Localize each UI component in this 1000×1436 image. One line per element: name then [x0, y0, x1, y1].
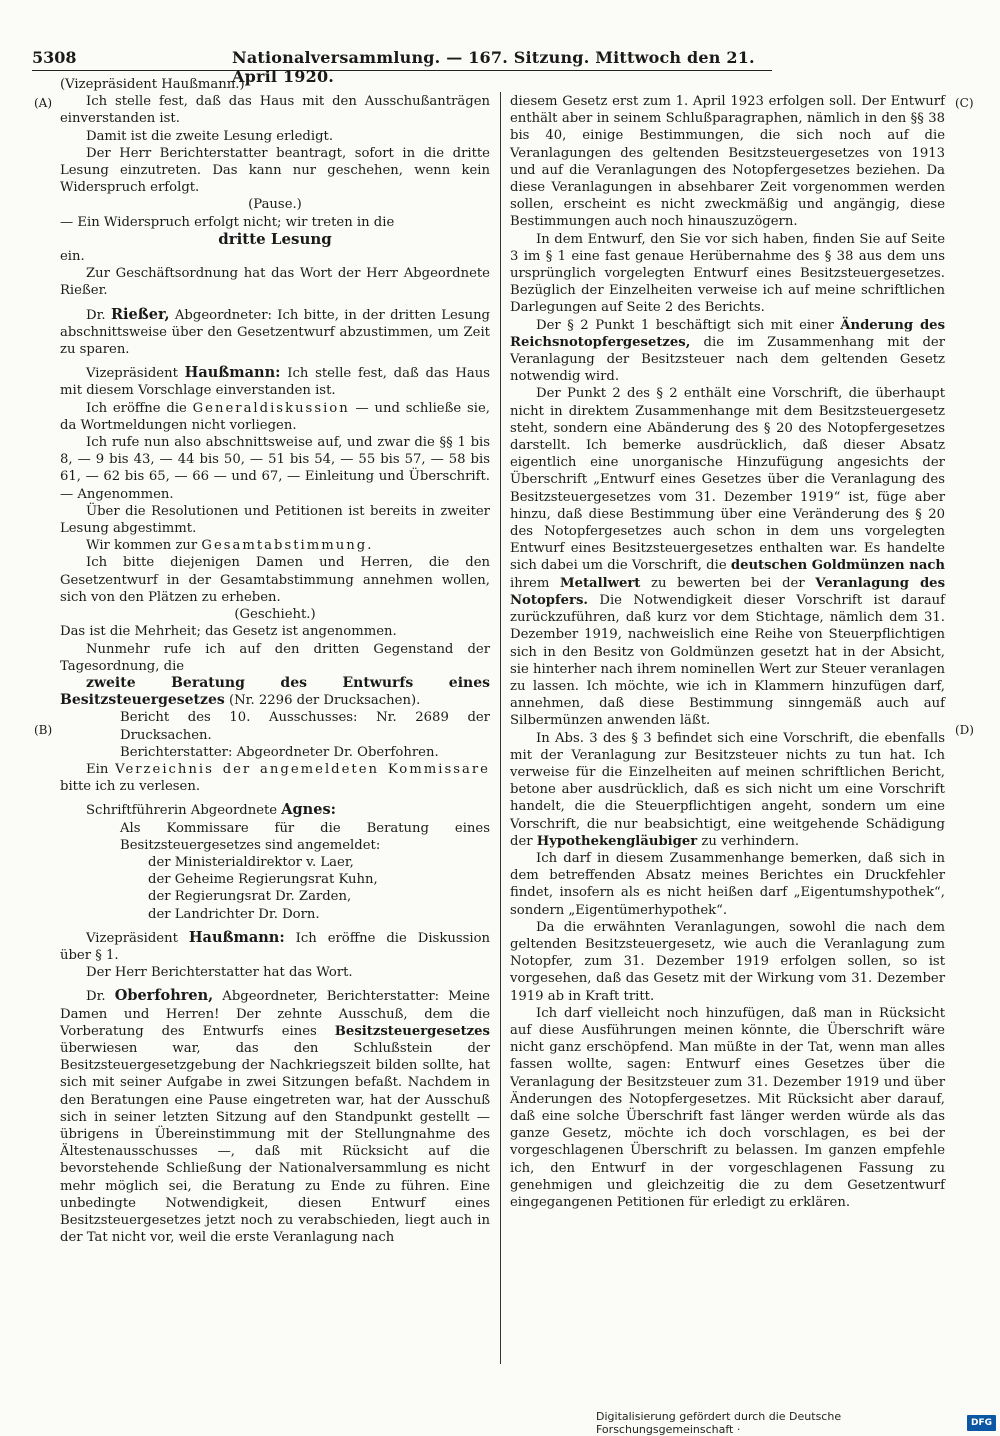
paragraph: Der Herr Berichterstatter hat das Wort.: [86, 965, 353, 981]
speech-paragraph: [60, 801, 490, 819]
page-number: 5308: [32, 48, 77, 67]
bold-term: Änderung des Reichsnotopfergesetzes,: [510, 317, 945, 350]
paragraph: Ich bitte diejenigen Damen und Herren, die den Gesetzentwurf in der Gesamtabstimmung annehmen wollen, sich von den Plätzen zu erheben.: [60, 555, 490, 605]
paragraph: [510, 317, 945, 386]
speaker-title: Vizepräsident: [86, 366, 185, 382]
paragraph: Als Kommissare für die Beratung eines Besitzsteuergesetzes sind angemeldet:: [120, 820, 490, 853]
speaker-title: Dr.: [86, 989, 115, 1005]
paragraph: ein.: [60, 249, 85, 265]
paragraph: Nunmehr rufe ich auf den dritten Gegenstand der Tagesordnung, die: [60, 641, 490, 674]
text: Ein: [86, 761, 116, 777]
paragraph: Ich rufe nun also abschnittsweise auf, und zwar die §§ 1 bis 8, — 9 bis 43, — 44 bis 50, — 51 bis 54, — 55 bis 57, — 58 bis 61, — 62 bis 65, — 66 — und 67, — Einleitung und Überschrift. — Angenommen.: [60, 435, 490, 502]
list-item: der Ministerialdirektor v. Laer,: [148, 854, 354, 870]
text: zu bewerten bei der: [640, 575, 816, 591]
paragraph: Bericht des 10. Ausschusses: Nr. 2689 der Drucksachen.: [120, 710, 490, 743]
speaker-name: Haußmann:: [184, 364, 281, 382]
running-title: Nationalversammlung. — 167. Sitzung. Mittwoch den 21. April 1920.: [232, 48, 755, 86]
text: Ich eröffne die: [86, 400, 193, 416]
text: In Abs. 3 des § 3 befindet sich eine Vorschrift, die ebenfalls mit der Veranlagung zur Besitzsteuer nichts zu tun hat. Ich verweise für die Einzelheiten auf meinen schriftlichen Bericht, betone aber ausdrücklich, daß es sich nicht um eine Vorschrift handelt, die die Steuerpflichtigen angeht, sondern um eine Vorschrift, die nur beabsichtigt, eine weitgehende Schädigung der: [510, 730, 945, 849]
right-column: [510, 76, 945, 1211]
paragraph: — Ein Widerspruch erfolgt nicht; wir treten in die: [60, 214, 395, 230]
text: bitte ich zu verlesen.: [60, 779, 201, 795]
margin-mark-a: (A): [34, 96, 53, 110]
speaker-name: Oberfohren,: [114, 987, 214, 1005]
speech-text: Abgeordneter: Ich bitte, in der dritten Lesung abschnittsweise über den Gesetzentwurf abzustimmen, um Zeit zu sparen.: [60, 307, 490, 358]
agenda-title: zweite Beratung des Entwurfs eines Besitzsteuergesetzes: [60, 674, 490, 709]
paragraph: diesem Gesetz erst zum 1. April 1923 erfolgen soll. Der Entwurf enthält aber in seinem Schlußparagraphen, nämlich in den §§ 38 bis 40, einige Bestimmungen, die sich noch auf die Veranlagungen des geltenden Besitzsteuergesetzes von 1913 und auf die Veranlagungen des Notopfergesetzes beziehen. Da diese Veranlagungen in absehbarer Zeit vorgenommen werden sollen, erscheint es nicht zweckmäßig und angängig, diese Bestimmungen auch noch hinauszuzögern.: [510, 94, 945, 230]
speaker-name: Rießer,: [110, 305, 170, 323]
text: — und schließe sie, da Wortmeldungen nicht vorliegen.: [60, 400, 490, 433]
column-rule: [500, 92, 501, 1364]
paragraph: Da die erwähnten Veranlagungen, sowohl die nach dem geltenden Besitzsteuergesetz, wie auch die Veranlagung zum Notopfer, zum 31. Dezember 1919 erfolgen sollen, so ist vorgesehen, daß das Gesetz mit der Wirkung vom 31. Dezember 1919 ab in Kraft tritt.: [510, 919, 945, 1004]
spaced-term: Verzeichnis der angemeldeten Kommissare: [115, 761, 490, 777]
list-item: der Regierungsrat Dr. Zarden,: [148, 889, 352, 905]
agenda-item: [60, 675, 490, 709]
speech-paragraph: [60, 364, 490, 399]
paragraph: [60, 537, 490, 554]
speech-paragraph: [60, 987, 490, 1246]
text: Der § 2 Punkt 1 beschäftigt sich mit einer: [536, 317, 841, 333]
text: (Nr. 2296 der Drucksachen).: [224, 693, 421, 709]
speaker-title: Vizepräsident: [86, 930, 189, 946]
speech-text: Ich eröffne die Diskussion über § 1.: [60, 930, 491, 963]
speech-text: Ich stelle fest, daß das Haus mit diesem Vorschlage einverstanden ist.: [60, 366, 490, 399]
speaker-name: Haußmann:: [188, 928, 285, 946]
footer-text: Digitalisierung gefördert durch die Deutsche Forschungsgemeinschaft ·: [596, 1410, 842, 1436]
speech-paragraph: [60, 929, 490, 964]
bold-term: Besitzsteuergesetzes: [334, 1023, 490, 1039]
list-item: der Landrichter Dr. Dorn.: [148, 906, 320, 922]
speaker-name: Agnes:: [281, 801, 336, 819]
margin-mark-b: (B): [34, 723, 53, 737]
paragraph: Das ist die Mehrheit; das Gesetz ist angenommen.: [60, 624, 397, 640]
text: Der Punkt 2 des § 2 enthält eine Vorschrift, die überhaupt nicht in direktem Zusammenhange mit dem Besitzsteuergesetz steht, sondern eine Abänderung des § 20 des Notopfergesetzes darstellt. Ich bemerke ausdrücklich, daß dieser Absatz eigentlich eine unorganische Hinzufügung angesichts der Überschrift „Entwurf eines Gesetzes über die Veranlagung des Besitzsteuergesetzes vom 31. Dezember 1919“ ist, füge aber hinzu, daß diese Bestimmung über eine Veränderung des § 20 des Notopfergesetzes auch schon in dem uns vorgelegten Entwurf eines Besitzsteuergesetzes enthalten war. Es handelte sich dabei um die Vorschrift, die: [510, 386, 945, 574]
paragraph: Zur Geschäftsordnung hat das Wort der Herr Abgeordnete Rießer.: [60, 266, 490, 299]
speech-text: Abgeordneter, Berichterstatter: Meine Damen und Herren! Der zehnte Ausschuß, dem die Vorberatung des Entwurfs eines: [60, 989, 490, 1039]
text: ihrem: [510, 575, 560, 591]
bold-term: Hypothekengläubiger: [536, 833, 698, 849]
paragraph: [60, 761, 490, 795]
speech-text: überwiesen war, das den Schlußstein der Besitzsteuergesetzgebung der Nachkriegszeit bilden sollte, hat sich mit seiner Aufgabe in zwei Sitzungen befaßt. Nachdem in den Beratungen eine Pause eingetreten war, hat der Ausschuß sich in seiner letzten Sitzung auf den Standpunkt gestellt — übrigens in Übereinstimmung mit der Stellungnahme des Ältestenausschusses —, daß mit Rücksicht auf die bevorstehende Schließung der Nationalversammlung es nicht mehr möglich sei, die Beratung zu Ende zu führen. Eine unbedingte Notwendigkeit, diesen Entwurf eines Besitzsteuergesetzes jetzt noch zu verabschieden, liegt auch in der Tat nicht vor, weil die erste Veranlagung nach: [60, 1040, 490, 1246]
bold-term: Veranlagung des Notopfers.: [510, 575, 945, 608]
spaced-term: Generaldiskussion: [192, 400, 350, 416]
paragraph: [60, 400, 490, 434]
paragraph: Über die Resolutionen und Petitionen ist bereits in zweiter Lesung abgestimmt.: [60, 503, 490, 537]
speaker-title: Dr.: [86, 307, 111, 323]
paragraph: [510, 385, 945, 729]
dfg-logo: DFG: [967, 1415, 996, 1431]
paragraph: Ich darf in diesem Zusammenhange bemerken, daß sich in dem betreffenden Absatz meines Berichtes ein Druckfehler findet, insofern als es nicht heißen darf „Eigentumshypothek“, sondern „Eigentümerhypothek“.: [510, 850, 945, 918]
text: Die Notwendigkeit dieser Vorschrift ist darauf zurückzuführen, daß kurz vor dem Stichtage, nämlich dem 31. Dezember 1919, nachweislich eine Reihe von Steuerpflichtigen sich in den Besitz von Goldmünzen gesetzt hat in der Absicht, sie hinterher nach ihrem nominellen Wert zur Steuer veranlagen zu lassen. Ich möchte, wie ich in Klammern hinzufügen darf, annehmen, daß diese Bestimmung sinngemäß auch auf Silbermünzen anwenden läßt.: [510, 592, 945, 729]
paragraph: In dem Entwurf, den Sie vor sich haben, finden Sie auf Seite 3 im § 1 eine fast genaue Herübernahme des § 38 aus dem uns ursprünglich vorgelegten Entwurf eines Besitzsteuergesetzes. Bezüglich der Einzelheiten verweise ich auf meine schriftlichen Darlegungen auf Seite 2 des Berichts.: [510, 231, 945, 316]
stage-direction: (Pause.): [248, 197, 302, 213]
speaker-continuation: (Vizepräsident Haußmann.): [60, 77, 245, 92]
margin-mark-c: (C): [955, 96, 974, 110]
paragraph: Damit ist die zweite Lesung erledigt.: [86, 128, 334, 144]
text: Wir kommen zur: [86, 538, 202, 554]
left-column: [60, 76, 490, 1246]
speech-paragraph: [60, 306, 490, 359]
bold-term: deutschen Goldmünzen nach: [730, 558, 945, 574]
paragraph: Der Herr Berichterstatter beantragt, sofort in die dritte Lesung einzutreten. Das kann nur geschehen, wenn kein Widerspruch erfolgt.: [60, 145, 490, 196]
text: zu verhindern.: [697, 833, 800, 849]
stage-direction: (Geschieht.): [234, 607, 316, 623]
paragraph: Ich darf vielleicht noch hinzufügen, daß man in Rücksicht auf diese Ausführungen meinen könnte, die Überschrift wäre nicht ganz erschöpfend. Man müßte in der Tat, wenn man alles fassen wollte, sagen: Entwurf eines Gesetzes über die Veranlagung der Besitzsteuer zum 31. Dezember 1919 und über Änderungen des Notopfergesetzes. Mit Rücksicht aber darauf, daß eine solche Überschrift fast länger werden würde als das ganze Gesetz, möchte ich doch vorschlagen, es bei der vorgeschlagenen Überschrift zu belassen. Im ganzen empfehle ich, den Entwurf in der vorgeschlagenen Fassung zu genehmigen und gleichzeitig die zu dem Gesetzentwurf eingegangenen Petitionen für erledigt zu erklären.: [510, 1005, 945, 1210]
spaced-term: Gesamtabstimmung.: [201, 538, 374, 554]
bold-term: Metallwert: [559, 575, 641, 591]
list-item: der Geheime Regierungsrat Kuhn,: [148, 872, 378, 888]
margin-mark-d: (D): [955, 723, 974, 737]
section-heading: dritte Lesung: [218, 229, 332, 248]
paragraph: Berichterstatter: Abgeordneter Dr. Oberfohren.: [120, 744, 439, 760]
paragraph: Ich stelle fest, daß das Haus mit den Ausschußanträgen einverstanden ist.: [60, 94, 490, 127]
speaker-title: Schriftführerin Abgeordnete: [86, 803, 282, 819]
digitization-footer: [596, 1412, 1000, 1434]
paragraph: [510, 730, 945, 850]
text: die im Zusammenhang mit der Veranlagung der Besitzsteuer nach dem geltenden Gesetz notwendig wird.: [510, 334, 945, 385]
